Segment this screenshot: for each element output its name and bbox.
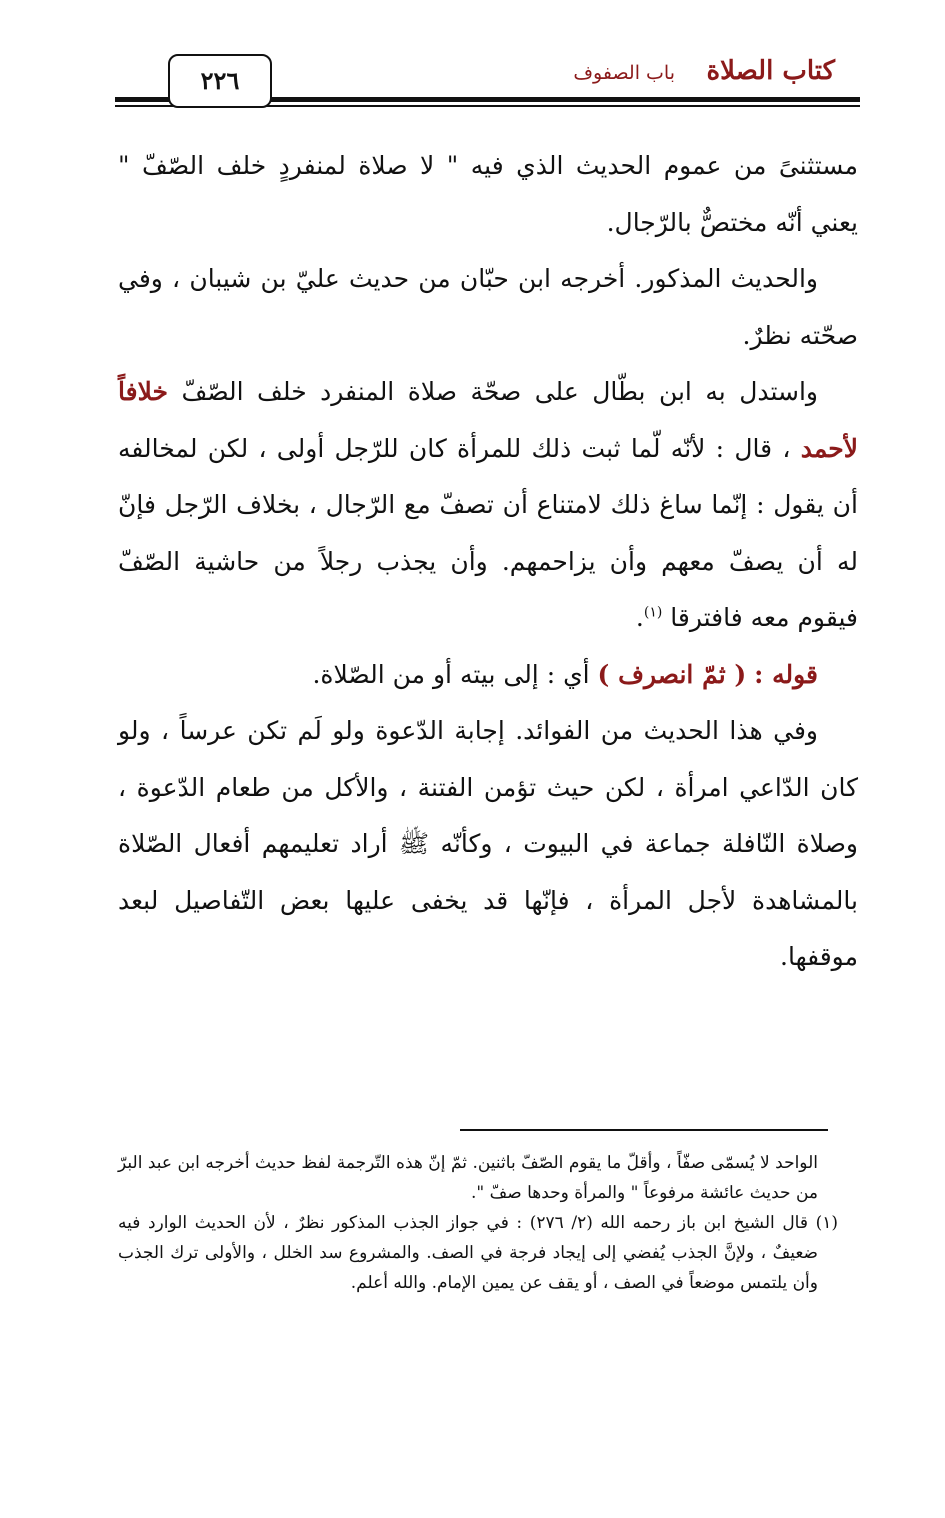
- book-title: كتاب الصلاة: [706, 56, 835, 86]
- footnote-marker-1[interactable]: (١): [643, 604, 663, 621]
- footnote-separator: [460, 1129, 828, 1131]
- highlight-opposing-ahmad: خلافاً لأحمد: [118, 377, 858, 463]
- paragraph-3-body: ، قال : لأنّه لّما ثبت ذلك للمرأة كان للرّجل أولى ، لكن لمخالفه أن يقول : إنّما ساغ ذلك لامتناع أن تصفّ مع الرّجال ، بخلاف الرّجل فإنّ له أن يصفّ معهم وأن يزاحمهم. وأن يجذب رجلاً من حاشية الصّفّ فيقوم معه فافترقا: [118, 433, 858, 632]
- paragraph-4-rest: أي : إلى بيته أو من الصّلاة.: [312, 659, 590, 689]
- paragraph-1: مستثنىً من عموم الحديث الذي فيه " لا صلاة لمنفردٍ خلف الصّفّ " يعني أنّه مختصٌّ بالرّجال.: [118, 151, 858, 237]
- paragraph-3: [118, 364, 858, 647]
- paragraph-3-start: واستدل به ابن بطّال على صحّة صلاة المنفرد خلف الصّفّ: [181, 377, 818, 406]
- chapter-title: باب الصفوف: [573, 62, 675, 84]
- paragraph-4: [118, 647, 858, 704]
- paragraph-5: وفي هذا الحديث من الفوائد. إجابة الدّعوة ولو لَم تكن عرساً ، ولو كان الدّاعي امرأة ، لكن حيث تؤمن الفتنة ، والأكل من طعام الدّعوة ، وصلاة النّافلة جماعة في البيوت ، وكأنّه ﷺ أراد تعليمهم أفعال الصّلاة بالمشاهدة لأجل المرأة ، فإنّها قد يخفى عليها بعض التّفاصيل لبعد موقفها.: [118, 716, 858, 971]
- footnote-continued: الواحد لا يُسمّى صفّاً ، وأقلّ ما يقوم الصّفّ باثنين. ثمّ إنّ هذه التّرجمة لفظ حديث أخرجه ابن عبد البرّ من حديث عائشة مرفوعاً " والمرأة وحدها صفّ ".: [118, 1153, 818, 1203]
- footnote-1: (١) قال الشيخ ابن باز رحمه الله (٢/ ٢٧٦) : في جواز الجذب المذكور نظرٌ ، لأن الحديث الوارد فيه ضعيفٌ ، ولإنَّ الجذب يُفضي إلى إيجاد فرجة في الصف. والمشروع سد الخلل ، والأولى ترك الجذب وأن يلتمس موضعاً في الصف ، أو يقف عن يمين الإمام. والله أعلم.: [118, 1213, 838, 1293]
- paragraph-2: والحديث المذكور. أخرجه ابن حبّان من حديث عليّ بن شيبان ، وفي صحّته نظرٌ.: [118, 264, 858, 350]
- main-text: [118, 138, 858, 986]
- qawluhu-label: قوله :: [754, 659, 818, 689]
- quoted-phrase: ( ثمّ انصرف ): [597, 659, 747, 689]
- footnotes: [118, 1148, 838, 1298]
- paragraph-3-end: .: [635, 603, 644, 632]
- page-header: [0, 0, 945, 110]
- page-number: ٢٢٦: [168, 54, 272, 108]
